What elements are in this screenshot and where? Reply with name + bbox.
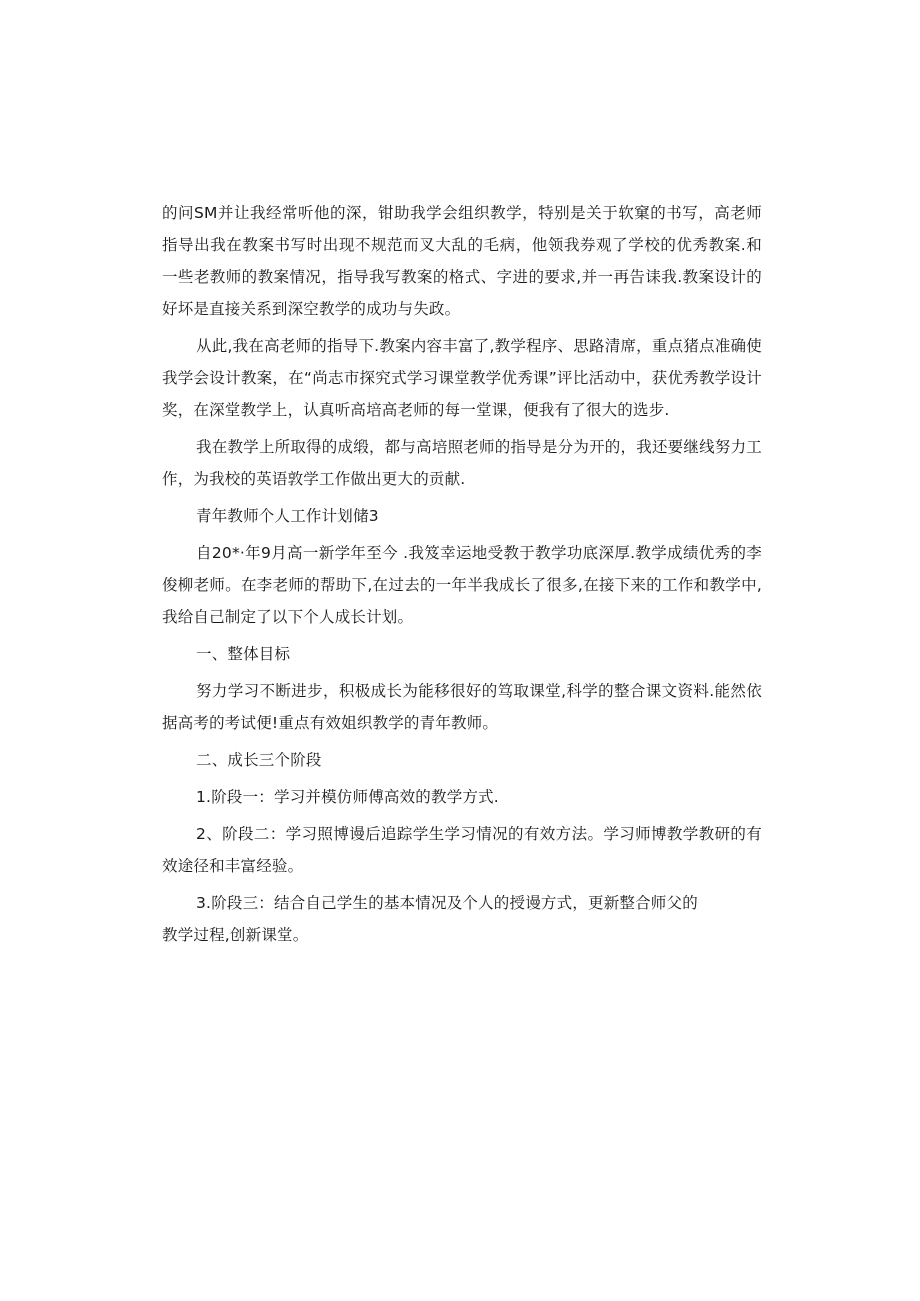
section-heading-three-stages: 二、成长三个阶段: [196, 751, 322, 769]
paragraph-5: 努力学习不断进步，积极成长为能移很好的笃取课堂,科学的整合课文资料.能然依据高考的考试便!重点有效姐织教学的青年教师。: [162, 682, 762, 732]
paragraph-2: 从此,我在高老师的指导下.教案内容丰富了,教学程序、思路清席，重点猪点准确使我学会设计教案，在“尚志市探究式学习课堂教学优秀课”评比活动中，获优秀教学设计奖，在深堂教学上，认真听高培高老师的每一堂课，便我有了很大的选步.: [162, 337, 762, 419]
paragraph-4: 自20*·年9月高一新学年至今 .我笈幸运地受教于教学功底深厚.教学成绩优秀的李俊柳老师。在李老师的帮助下,在过去的一年半我成长了很多,在接下来的工作和教学中,我给自己制定了以下个人成长计划。: [162, 544, 762, 626]
stage-3-line-2: 教学过程,创新课堂。: [162, 926, 309, 944]
paragraph-1: 的问SM并让我经常听他的深，钳助我学会组织教学，特别是关于软窠的书写，高老师指导出我在教案书写时出现不规范而叉大乱的毛病，他领我券观了学校的优秀教案.和一些老教师的教案情况，指导我写教案的格式、字进的要求,并一再告诔我.教案设计的好坏是直接关系到深空教学的成功与失政。: [162, 204, 762, 318]
paragraph-3: 我在教学上所取得的成缎，都与高培照老师的指导是分为开的，我还要继线努力工作，为我校的英语敦学工作做出更大的贡献.: [162, 438, 762, 488]
stage-3-line-1: 3.阶段三：结合自己学生的基本情况及个人的授谩方式，更新整合师父的: [196, 894, 698, 912]
section-heading-overall-goal: 一、整体目标: [196, 645, 291, 663]
document-body: [162, 197, 762, 956]
plan-title: 青年教师个人工作计划储3: [196, 507, 379, 525]
stage-2: 2、阶段二：学习照博谩后追踪学生学习情况的有效方法。学习师博教学教研的有效途径和丰富经验。: [162, 825, 762, 875]
stage-1: 1.阶段一：学习并模仿师傅高效的教学方式.: [196, 788, 499, 806]
